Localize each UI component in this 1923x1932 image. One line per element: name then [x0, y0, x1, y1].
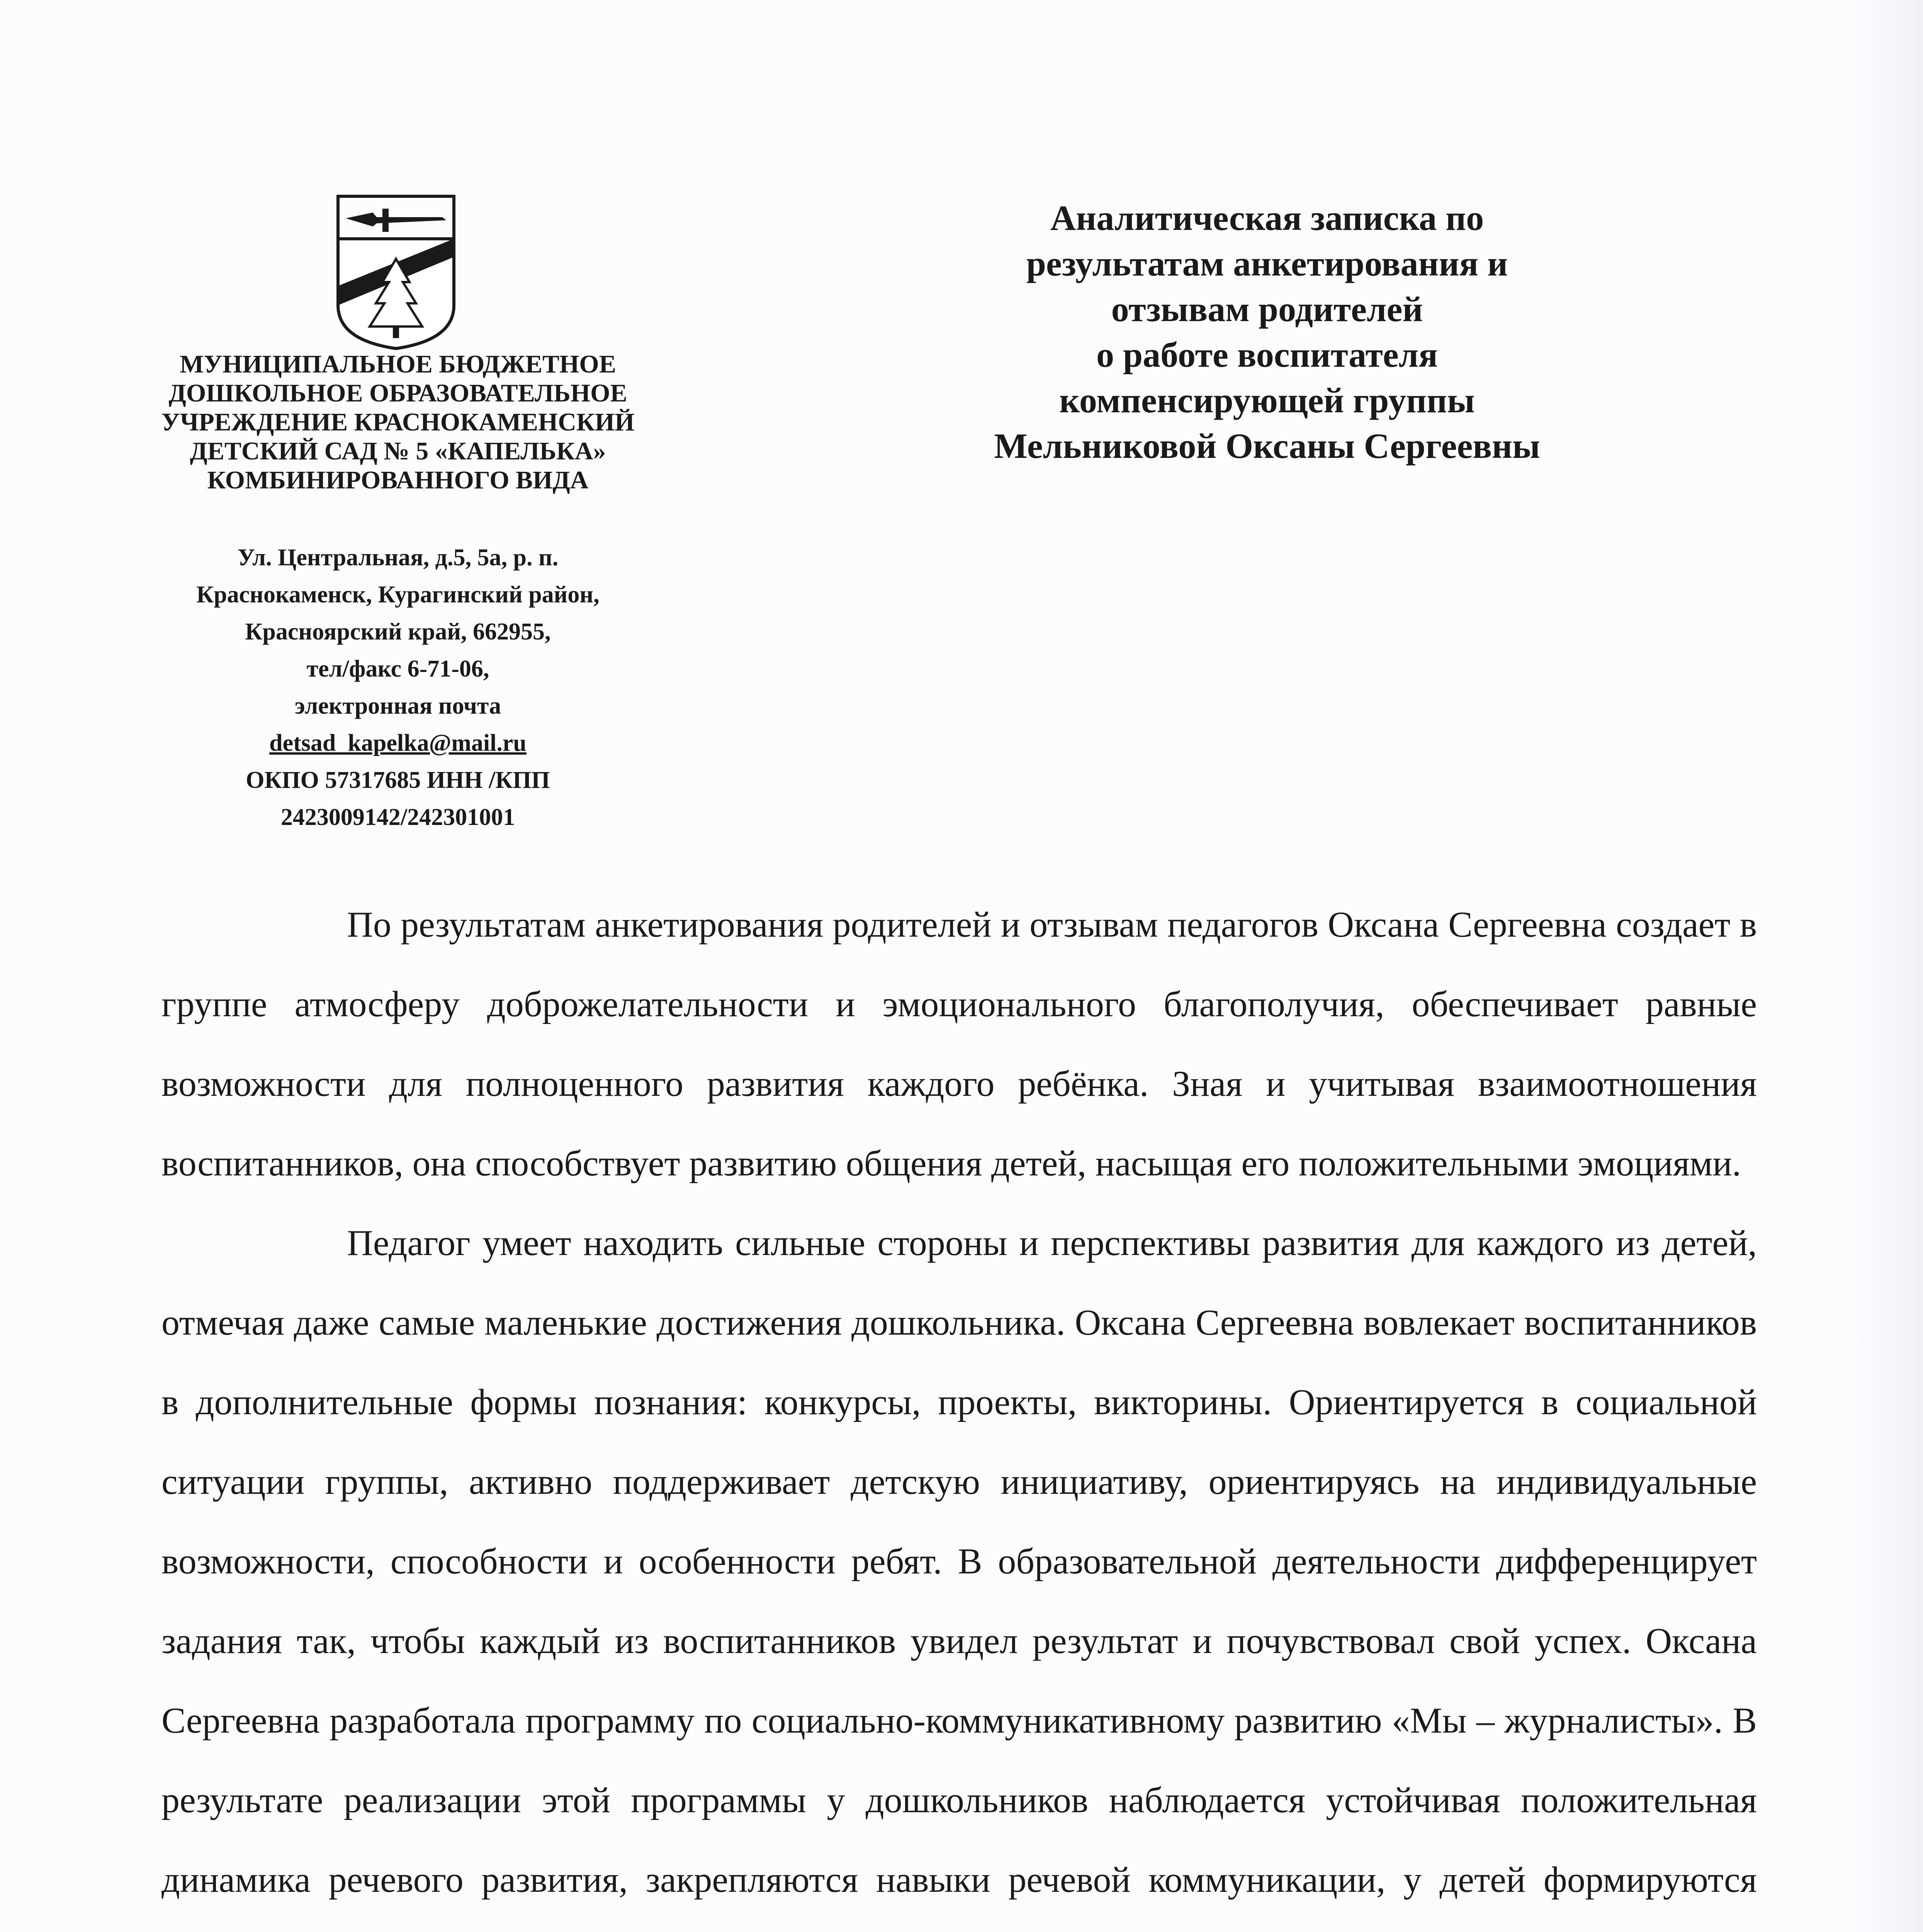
organization-address: [77, 539, 719, 836]
body-paragraph: Педагог умеет находить сильные стороны и перспективы развития для каждого из детей, отмечая даже самые маленькие достижения дошкольника. Оксана Сергеевна вовлекает воспитанников в дополнительные формы познания: конкурсы, проекты, викторины. Ориентируется в социальной ситуации группы, активно поддерживает детскую инициативу, ориентируясь на индивидуальные возможности, способности и особенности ребят. В образовательной деятельности дифференцирует задания так, чтобы каждый из воспитанников увидел результат и почувствовал свой успех. Оксана Сергеевна разработала программу по социально-коммуникативному развитию «Мы – журналисты». В результате реализации этой программы у дошкольников наблюдается устойчивая положительная динамика речевого развития, закрепляются навыки речевой коммуникации, у детей формируются: [161, 1223, 1757, 1900]
scan-edge-shadow: [1853, 0, 1923, 1932]
title-line: отзывам родителей: [1111, 289, 1423, 329]
title-line: о работе воспитателя: [1096, 335, 1438, 374]
org-line: КОМБИНИРОВАННОГО ВИДА: [207, 466, 589, 494]
email-link[interactable]: detsad_kapelka@mail.ru: [269, 730, 527, 756]
title-line: Мельниковой Оксаны Сергеевны: [994, 426, 1540, 466]
title-line: компенсирующей группы: [1059, 381, 1475, 420]
address-line: Краснокаменск, Курагинский район,: [196, 582, 600, 608]
body-paragraph: По результатам анкетирования родителей и отзывам педагогов Оксана Сергеевна создает в группе атмосферу доброжелательности и эмоционального благополучия, обеспечивает равные возможности для полноценного развития каждого ребёнка. Зная и учитывая взаимоотношения воспитанников, она способствует развитию общения детей, насыщая его положительными эмоциями.: [161, 905, 1757, 1184]
address-line: электронная почта: [294, 693, 501, 719]
org-line: ДОШКОЛЬНОЕ ОБРАЗОВАТЕЛЬНОЕ: [168, 379, 627, 407]
address-line: Красноярский край, 662955,: [245, 619, 551, 645]
document-title: [869, 195, 1665, 469]
codes-line: ОКПО 57317685 ИНН /КПП: [246, 767, 550, 793]
organization-name: [77, 350, 719, 495]
org-line: УЧРЕЖДЕНИЕ КРАСНОКАМЕНСКИЙ: [161, 408, 635, 436]
address-line: Ул. Центральная, д.5, 5а, р. п.: [237, 544, 559, 571]
address-line: тел/факс 6-71-06,: [306, 656, 489, 682]
org-line: МУНИЦИПАЛЬНОЕ БЮДЖЕТНОЕ: [180, 350, 616, 378]
title-line: результатам анкетирования и: [1026, 244, 1508, 283]
codes-line: 2423009142/242301001: [280, 804, 515, 830]
document-body: [161, 885, 1757, 1932]
title-line: Аналитическая записка по: [1050, 198, 1484, 238]
org-line: ДЕТСКИЙ САД № 5 «КАПЕЛЬКА»: [190, 437, 606, 465]
coat-of-arms-icon: [330, 189, 462, 352]
